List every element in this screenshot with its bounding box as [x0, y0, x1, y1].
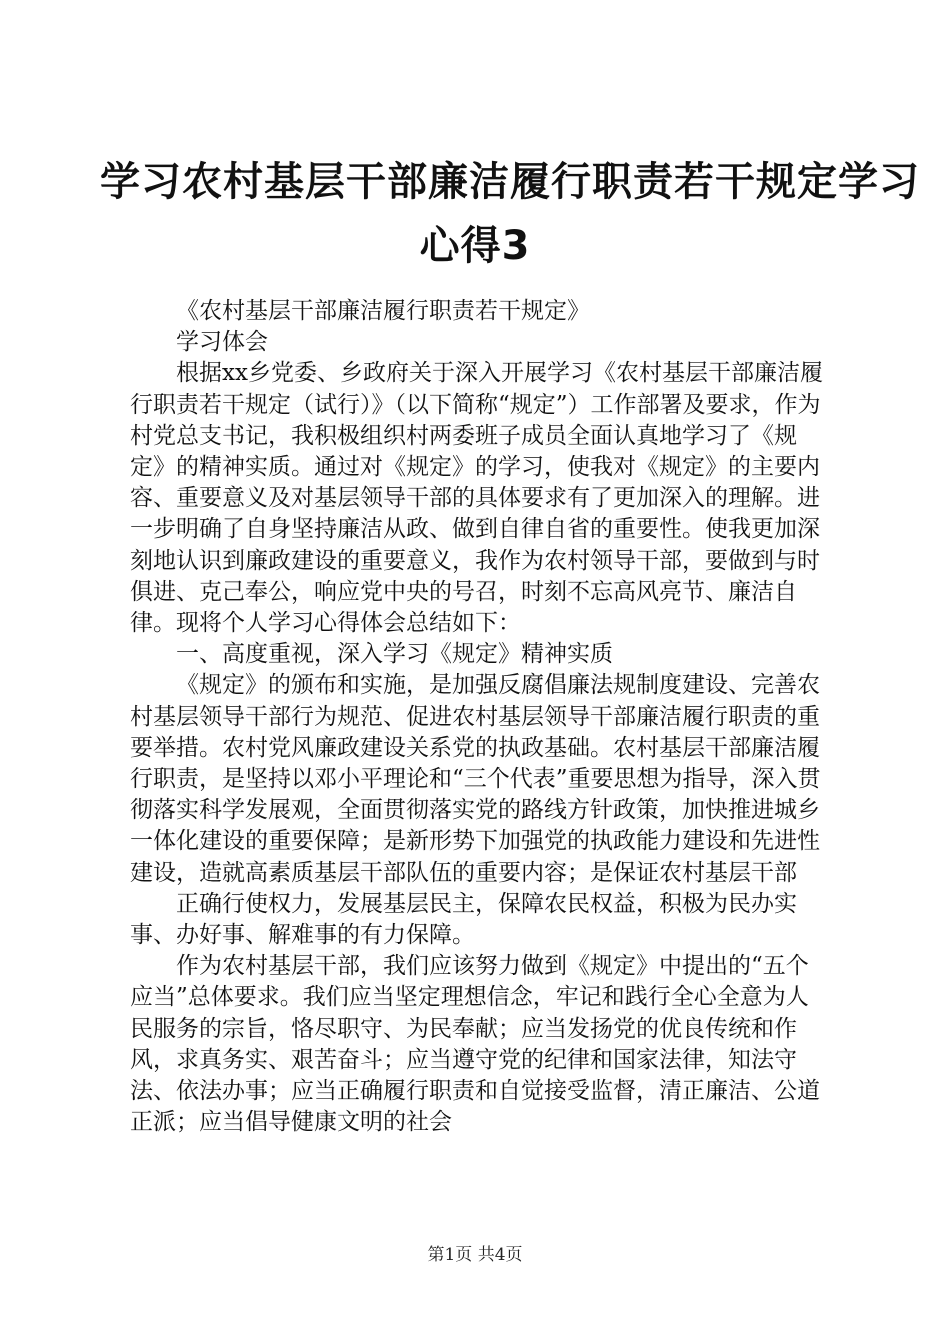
document-title-line-1: 学习农村基层干部廉洁履行职责若干规定学习 — [100, 159, 920, 205]
paragraph-intro: 根据xx乡党委、乡政府关于深入开展学习《农村基层干部廉洁履行职责若干规定（试行）》（以下简称“规定”）工作部署及要求，作为村党总支书记，我积极组织村两委班子成员全面认真地学习了《规定》的精神实质。通过对《规定》的学习，使我对《规定》的主要内容、重要意义及对基层领导干部的具体要求有了更加深入的理解。进一步明确了自身坚持廉洁从政、做到自律自省的重要性。使我更加深刻地认识到廉政建设的重要意义，我作为农村领导干部，要做到与时俱进、克己奉公，响应党中央的号召，时刻不忘高风亮节、廉洁自律。现将个人学习心得体会总结如下： — [130, 360, 823, 637]
paragraph-requirements: 作为农村基层干部，我们应该努力做到《规定》中提出的“五个应当”总体要求。我们应当坚定理想信念，牢记和践行全心全意为人民服务的宗旨，恪尽职守、为民奉献；应当发扬党的优良传统和作风，求真务实、艰苦奋斗；应当遵守党的纪律和国家法律，知法守法、依法办事；应当正确履行职责和自觉接受监督，清正廉洁、公道正派；应当倡导健康文明的社会 — [130, 953, 820, 1136]
page-number-footer: 第1页 共4页 — [427, 1245, 523, 1265]
section-heading-1: 一、高度重视，深入学习《规定》精神实质 — [176, 641, 613, 668]
paragraph-subtitle-2: 学习体会 — [176, 329, 268, 356]
paragraph-section-1: 《规定》的颁布和实施，是加强反腐倡廉法规制度建设、完善农村基层领导干部行为规范、促进农村基层领导干部廉洁履行职责的重要举措。农村党风廉政建设关系党的执政基础。农村基层干部廉洁履行职责，是坚持以邓小平理论和“三个代表”重要思想为指导，深入贯彻落实科学发展观，全面贯彻落实党的路线方针政策，加快推进城乡一体化建设的重要保障；是新形势下加强党的执政能力建设和先进性建设，造就高素质基层干部队伍的重要内容；是保证农村基层干部 — [130, 672, 821, 886]
document-body — [130, 296, 830, 1138]
paragraph-subtitle: 《农村基层干部廉洁履行职责若干规定》 — [176, 298, 590, 324]
paragraph-continuation: 正确行使权力，发展基层民主，保障农民权益，积极为民办实事、办好事、解难事的有力保障。 — [130, 890, 797, 949]
document-title-line-2: 心得3 — [419, 223, 531, 269]
